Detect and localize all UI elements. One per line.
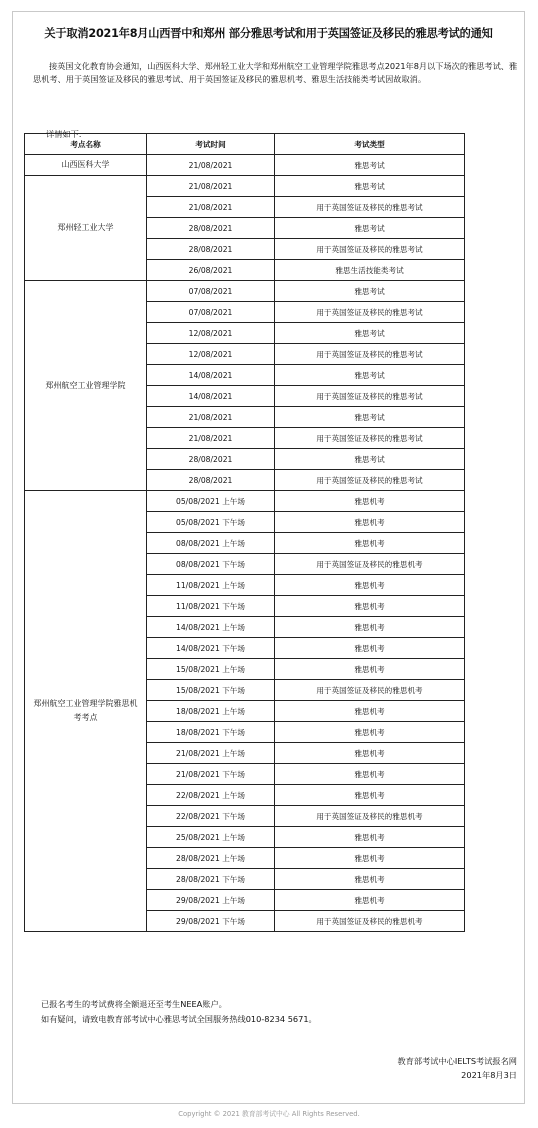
table-body [25,155,465,932]
footer-notes [41,997,317,1027]
type-cell: 用于英国签证及移民的雅思机考 [275,680,465,701]
type-cell: 用于英国签证及移民的雅思考试 [275,344,465,365]
table-row [25,281,465,302]
type-cell: 用于英国签证及移民的雅思机考 [275,554,465,575]
date-cell: 11/08/2021 上午场 [147,575,275,596]
type-cell: 雅思机考 [275,743,465,764]
date-cell: 05/08/2021 下午场 [147,512,275,533]
type-cell: 用于英国签证及移民的雅思机考 [275,806,465,827]
detail-label: 详情如下: [46,129,82,139]
type-cell: 雅思机考 [275,701,465,722]
type-cell: 雅思机考 [275,869,465,890]
date-cell: 28/08/2021 [147,470,275,491]
date-cell: 14/08/2021 下午场 [147,638,275,659]
date-cell: 12/08/2021 [147,344,275,365]
date-cell: 18/08/2021 上午场 [147,701,275,722]
date-cell: 28/08/2021 [147,239,275,260]
date-cell: 28/08/2021 上午场 [147,848,275,869]
table-header-row [25,134,465,155]
date-cell: 25/08/2021 上午场 [147,827,275,848]
date-cell: 28/08/2021 [147,218,275,239]
type-cell: 雅思机考 [275,638,465,659]
date-cell: 21/08/2021 [147,428,275,449]
date-cell: 18/08/2021 下午场 [147,722,275,743]
date-cell: 22/08/2021 上午场 [147,785,275,806]
date-cell: 07/08/2021 [147,281,275,302]
hotline-note: 如有疑问，请致电教育部考试中心雅思考试全国服务热线010-8234 5671。 [41,1014,317,1024]
date-cell: 29/08/2021 下午场 [147,911,275,932]
table-row [25,155,465,176]
header-date: 考试时间 [147,134,275,155]
type-cell: 雅思机考 [275,533,465,554]
type-cell: 用于英国签证及移民的雅思考试 [275,386,465,407]
date-cell: 14/08/2021 上午场 [147,617,275,638]
type-cell: 雅思考试 [275,449,465,470]
date-cell: 26/08/2021 [147,260,275,281]
signature-date: 2021年8月3日 [461,1070,517,1080]
intro-paragraph [33,60,523,86]
type-cell: 雅思考试 [275,176,465,197]
intro-text: 接英国文化教育协会通知，山西医科大学、郑州轻工业大学和郑州航空工业管理学院雅思考点2021年8月以下场次的雅思考试、雅思机考、用于英国签证及移民的雅思考试、用于英国签证及移民的雅思机考、雅思生活技能类考试因故取消。 [33,61,518,84]
header-venue: 考点名称 [25,134,147,155]
date-cell: 07/08/2021 [147,302,275,323]
date-cell: 28/08/2021 [147,449,275,470]
type-cell: 用于英国签证及移民的雅思考试 [275,470,465,491]
table-row [25,491,465,512]
date-cell: 21/08/2021 [147,176,275,197]
notice-panel [12,11,525,1104]
type-cell: 用于英国签证及移民的雅思考试 [275,197,465,218]
type-cell: 雅思机考 [275,596,465,617]
date-cell: 12/08/2021 [147,323,275,344]
type-cell: 用于英国签证及移民的雅思机考 [275,911,465,932]
date-cell: 15/08/2021 上午场 [147,659,275,680]
date-cell: 28/08/2021 下午场 [147,869,275,890]
signature-org: 教育部考试中心IELTS考试报名网 [397,1056,517,1066]
header-type: 考试类型 [275,134,465,155]
cancelled-exams-table [24,133,465,932]
type-cell: 雅思机考 [275,722,465,743]
date-cell: 21/08/2021 [147,155,275,176]
type-cell: 雅思机考 [275,575,465,596]
copyright: Copyright © 2021 教育部考试中心 All Rights Reserved. [178,1110,360,1118]
type-cell: 雅思考试 [275,281,465,302]
date-cell: 21/08/2021 上午场 [147,743,275,764]
type-cell: 雅思机考 [275,827,465,848]
type-cell: 雅思考试 [275,155,465,176]
date-cell: 15/08/2021 下午场 [147,680,275,701]
venue-cell: 山西医科大学 [25,155,147,176]
venue-cell: 郑州航空工业管理学院 [25,281,147,491]
date-cell: 08/08/2021 上午场 [147,533,275,554]
type-cell: 雅思机考 [275,617,465,638]
date-cell: 29/08/2021 上午场 [147,890,275,911]
type-cell: 用于英国签证及移民的雅思考试 [275,302,465,323]
date-cell: 14/08/2021 [147,386,275,407]
date-cell: 22/08/2021 下午场 [147,806,275,827]
date-cell: 14/08/2021 [147,365,275,386]
type-cell: 雅思机考 [275,764,465,785]
refund-note: 已报名考生的考试费将全额退还至考生NEEA账户。 [41,999,227,1009]
date-cell: 21/08/2021 下午场 [147,764,275,785]
type-cell: 雅思机考 [275,659,465,680]
date-cell: 05/08/2021 上午场 [147,491,275,512]
date-cell: 11/08/2021 下午场 [147,596,275,617]
type-cell: 雅思生活技能类考试 [275,260,465,281]
date-cell: 08/08/2021 下午场 [147,554,275,575]
signature [398,1054,517,1082]
venue-cell: 郑州轻工业大学 [25,176,147,281]
date-cell: 21/08/2021 [147,197,275,218]
table-row [25,176,465,197]
type-cell: 雅思机考 [275,890,465,911]
type-cell: 雅思机考 [275,512,465,533]
type-cell: 雅思机考 [275,491,465,512]
type-cell: 用于英国签证及移民的雅思考试 [275,239,465,260]
type-cell: 雅思机考 [275,848,465,869]
date-cell: 21/08/2021 [147,407,275,428]
type-cell: 雅思考试 [275,365,465,386]
type-cell: 雅思考试 [275,407,465,428]
type-cell: 雅思考试 [275,218,465,239]
type-cell: 雅思机考 [275,785,465,806]
type-cell: 用于英国签证及移民的雅思考试 [275,428,465,449]
type-cell: 雅思考试 [275,323,465,344]
venue-cell: 郑州航空工业管理学院雅思机考考点 [25,491,147,932]
notice-title: 关于取消2021年8月山西晋中和郑州 部分雅思考试和用于英国签证及移民的雅思考试的通知 [44,27,493,40]
